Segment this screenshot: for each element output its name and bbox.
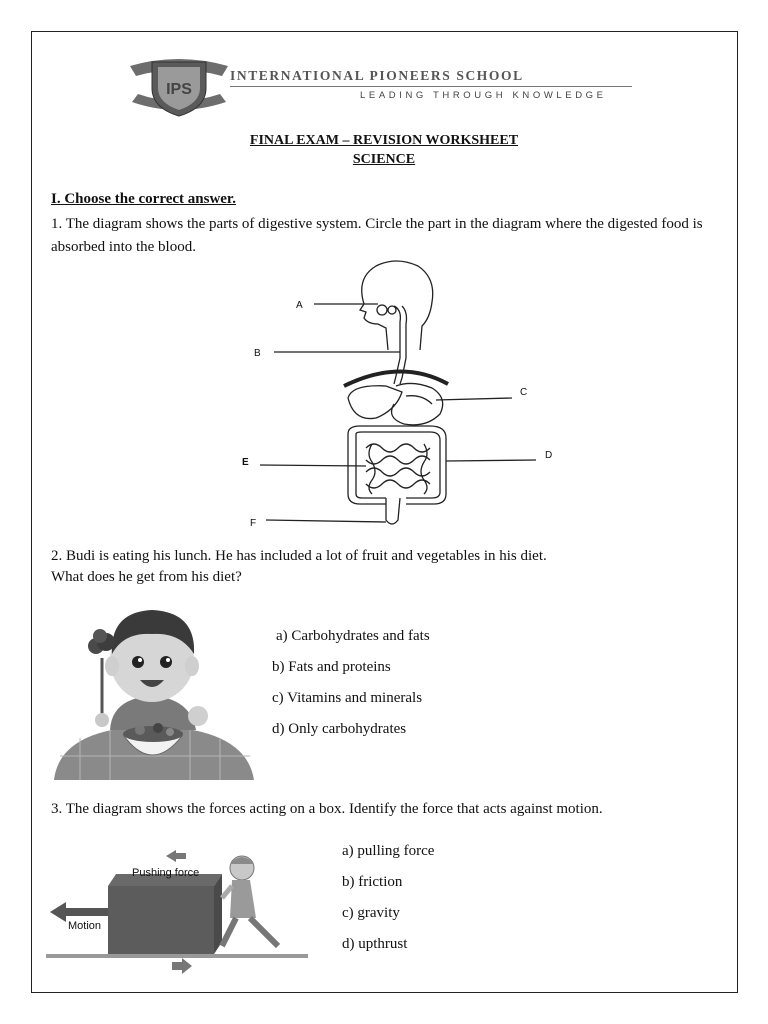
section-heading: I. Choose the correct answer. bbox=[51, 191, 236, 207]
q3-option-b: b) friction bbox=[342, 874, 403, 890]
q3-option-c: c) gravity bbox=[342, 905, 400, 921]
question-2-text-line-2: What does he get from his diet? bbox=[51, 569, 242, 585]
question-1-text: 1. The diagram shows the parts of digestive system. Circle the part in the diagram where the digested food is absorbed into the blood. bbox=[51, 216, 703, 255]
label-f: F bbox=[250, 518, 257, 529]
subject-title: SCIENCE bbox=[352, 152, 416, 167]
digestive-system-diagram bbox=[236, 258, 566, 533]
logo-letters: IPS bbox=[166, 81, 192, 98]
school-tagline: LEADING THROUGH KNOWLEDGE bbox=[360, 90, 607, 101]
question-3-text: 3. The diagram shows the forces acting on a box. Identify the force that acts against motion. bbox=[51, 801, 603, 817]
school-logo bbox=[128, 52, 230, 118]
question-2-text-line-1: 2. Budi is eating his lunch. He has included a lot of fruit and vegetables in his diet. bbox=[51, 548, 547, 564]
label-b: B bbox=[254, 348, 261, 359]
label-e: E bbox=[242, 457, 249, 468]
q3-option-a: a) pulling force bbox=[342, 843, 435, 859]
boy-eating-illustration bbox=[40, 598, 265, 780]
q2-option-c: c) Vitamins and minerals bbox=[272, 690, 423, 706]
q3-option-d: d) upthrust bbox=[342, 936, 408, 952]
q2-option-a: a) Carbohydrates and fats bbox=[276, 628, 430, 644]
pushing-force-label: Pushing force bbox=[132, 867, 200, 879]
label-a: A bbox=[296, 300, 303, 311]
q2-option-d: d) Only carbohydrates bbox=[272, 721, 407, 737]
motion-label: Motion bbox=[68, 920, 102, 932]
label-c: C bbox=[520, 387, 528, 398]
q2-option-b: b) Fats and proteins bbox=[272, 659, 391, 675]
forces-on-box-diagram bbox=[46, 842, 308, 982]
label-d: D bbox=[545, 450, 553, 461]
header-rule bbox=[230, 86, 632, 87]
worksheet-title: FINAL EXAM – REVISION WORKSHEET bbox=[249, 133, 519, 148]
school-name: INTERNATIONAL PIONEERS SCHOOL bbox=[230, 68, 524, 83]
